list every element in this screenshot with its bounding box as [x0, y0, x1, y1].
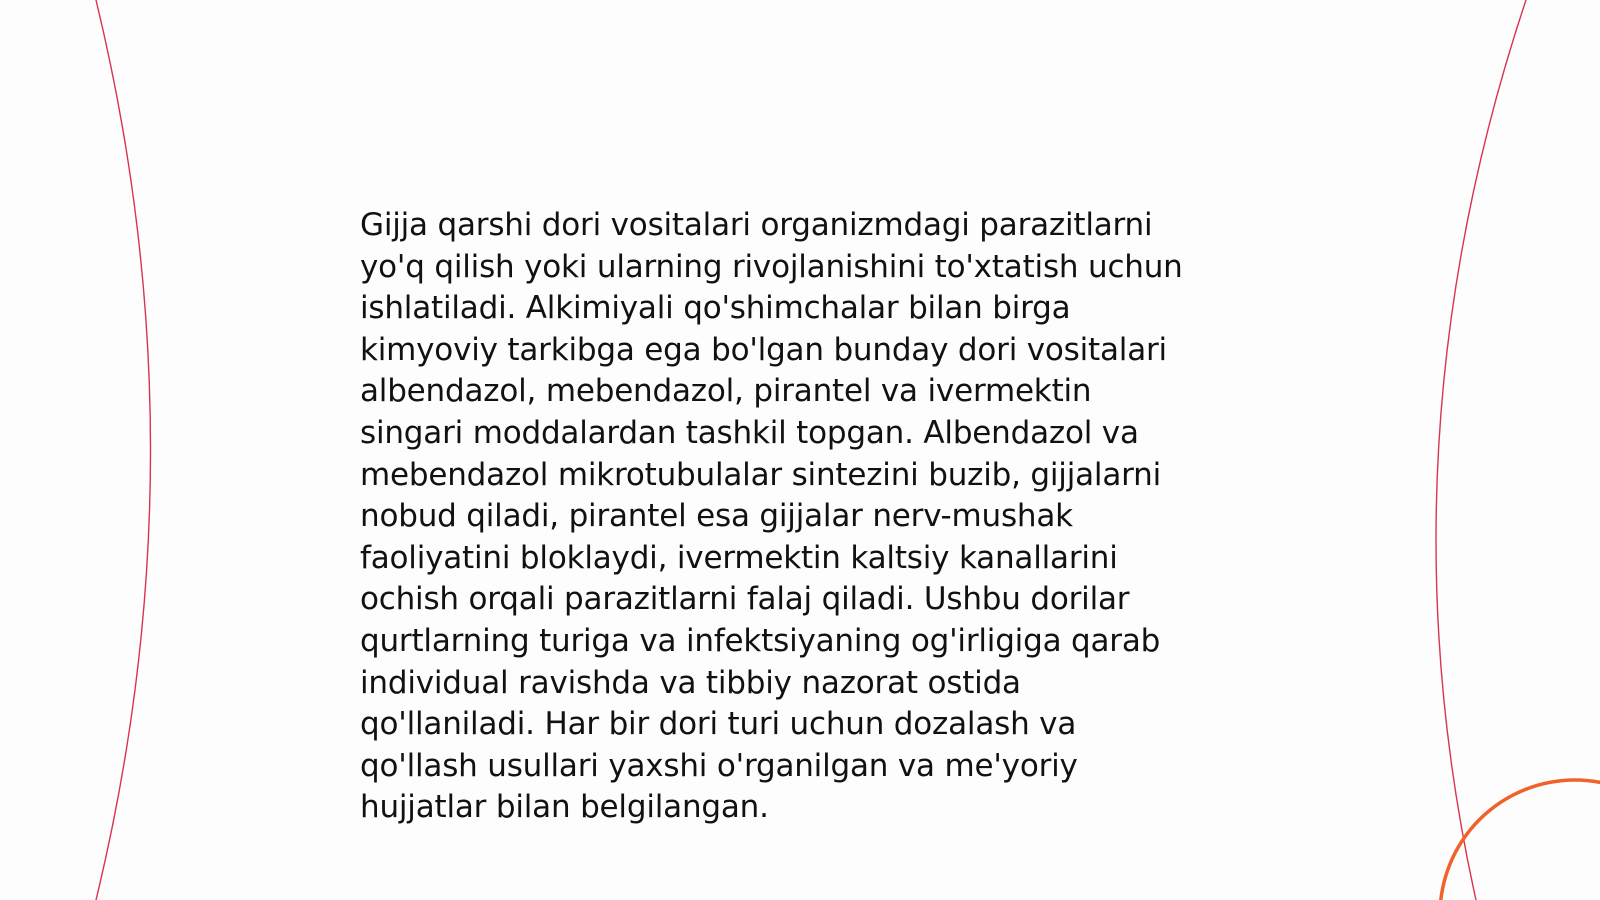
body-paragraph: [360, 205, 1240, 829]
body-line: ishlatiladi. Alkimiyali qo'shimchalar bilan birga: [360, 290, 1071, 327]
body-line: individual ravishda va tibbiy nazorat ostida: [360, 664, 1021, 701]
body-line: qo'llash usullari yaxshi o'rganilgan va me'yoriy: [360, 747, 1078, 784]
body-line: ochish orqali parazitlarni falaj qiladi. Ushbu dorilar: [360, 581, 1130, 618]
right-arc: [1436, 0, 1526, 900]
body-line: kimyoviy tarkibga ega bo'lgan bunday dori vositalari: [360, 331, 1167, 368]
body-line: faoliyatini bloklaydi, ivermektin kaltsiy kanallarini: [360, 539, 1118, 576]
body-line: singari moddalardan tashkil topgan. Albendazol va: [360, 414, 1139, 451]
orange-ring: [1440, 780, 1600, 900]
body-line: yo'q qilish yoki ularning rivojlanishini to'xtatish uchun: [360, 248, 1183, 285]
body-line: albendazol, mebendazol, pirantel va ivermektin: [360, 373, 1092, 410]
body-line: Gijja qarshi dori vositalari organizmdagi parazitlarni: [360, 207, 1153, 243]
body-line: qurtlarning turiga va infektsiyaning og'irligiga qarab: [360, 622, 1161, 659]
body-line: mebendazol mikrotubulalar sintezini buzib, gijjalarni: [360, 456, 1162, 493]
left-arc: [96, 0, 151, 900]
body-line: hujjatlar bilan belgilangan.: [360, 789, 769, 826]
body-line: nobud qiladi, pirantel esa gijjalar nerv-mushak: [360, 498, 1073, 535]
body-line: qo'llaniladi. Har bir dori turi uchun dozalash va: [360, 706, 1077, 743]
